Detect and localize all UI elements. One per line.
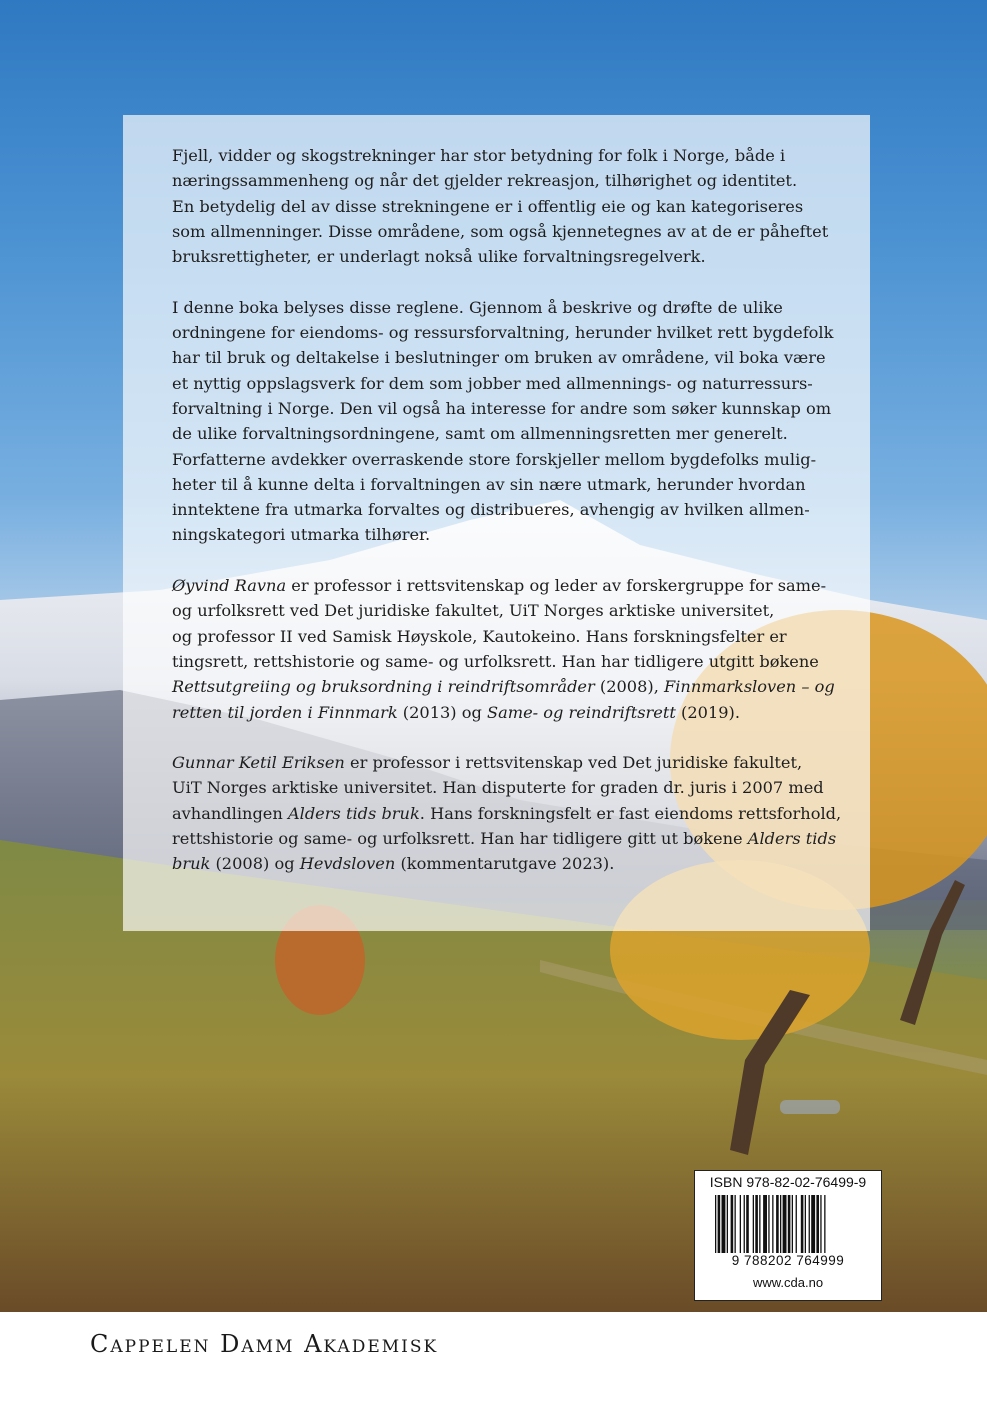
book-title: bruk — [172, 854, 211, 874]
book-title: Finnmarksloven – og — [664, 677, 835, 697]
blurb-paragraph-1: Fjell, vidder og skogstrekninger har stor betydning for folk i Norge, både i næringssammenheng og når det gjelder rekreasjon, tilhørighet og identitet. En betydelig del av disse strekningene er i offentlig eie og kan kategoriseres som allmenninger. Disse områdene, som også kjennetegnes av at de er påheftet bruksrettigheter, er underlagt nokså ulike forvaltningsregelverk. — [172, 146, 829, 267]
isbn-label: ISBN 978-82-02-76499-9 — [709, 1174, 867, 1190]
rocks — [780, 1100, 840, 1114]
book-title: retten til jorden i Finnmark — [172, 702, 398, 722]
author-name: Gunnar Ketil Eriksen — [172, 753, 345, 773]
barcode-graphic — [715, 1195, 875, 1253]
isbn-digits: 9 788202 764999 — [731, 1253, 845, 1268]
footer-bar — [0, 1312, 987, 1401]
book-title: Same- og reindriftsrett — [487, 702, 676, 722]
author-bio-eriksen: Gunnar Ketil Eriksen er professor i rettsvitenskap ved Det juridiske fakultet, UiT Norges arktiske universitet. Han disputerte for graden dr. juris i 2007 med avhandlingen Alders tids bruk. Hans forskningsfelt er fast eiendoms rettsforhold, rettshistorie og same- og urfolksrett. Han har tidligere gitt ut bøkene Alders tids bruk (2008) og Hevdsloven (kommentarutgave 2023). — [172, 753, 842, 874]
blurb-paragraph-2: I denne boka belyses disse reglene. Gjennom å beskrive og drøfte de ulike ordningene for eiendoms- og ressursforvaltning, herunder hvilket rett bygdefolk har til bruk og deltakelse i beslutninger om bruken av områdene, vil boka være et nyttig oppslagsverk for dem som jobber med allmennings- og naturressurs- forvaltning i Norge. Den vil også ha interesse for andre som søker kunnskap om de ulike forvaltningsordningene, samt om allmenningsretten mer generelt. Forfatterne avdekker overraskende store forskjeller mellom bygdefolks mulig- heter til å kunne delta i forvaltningen av sin nære utmark, herunder hvordan inntektene fra utmarka forvaltes og distribueres, avhengig av hvilken allmen- ningskategori utmarka tilhører. — [172, 297, 834, 545]
author-name: Øyvind Ravna — [172, 576, 287, 596]
book-title: Hevdsloven — [299, 854, 396, 874]
book-title: Alders tids — [747, 829, 837, 849]
back-cover-text — [172, 143, 852, 902]
isbn-barcode-box — [694, 1170, 882, 1301]
publisher-name: Cappelen Damm Akademisk — [90, 1330, 439, 1358]
book-title: Alders tids bruk — [287, 803, 420, 823]
publisher-url: www.cda.no — [752, 1275, 824, 1290]
author-bio-ravna: Øyvind Ravna er professor i rettsvitenskap og leder av forskergruppe for same- og urfolksrett ved Det juridiske fakultet, UiT Norges arktiske universitet, og professor II ved Samisk Høyskole, Kautokeino. Hans forskningsfelter er tingsrett, rettshistorie og same- og urfolksrett. Han har tidligere utgitt bøkene Rettsutgreiing og bruksordning i reindriftsområder (2008), Finnmarksloven – og retten til jorden i Finnmark (2013) og Same- og reindriftsrett (2019). — [172, 576, 835, 722]
book-title: Rettsutgreiing og bruksordning i reindriftsområder — [172, 677, 595, 697]
